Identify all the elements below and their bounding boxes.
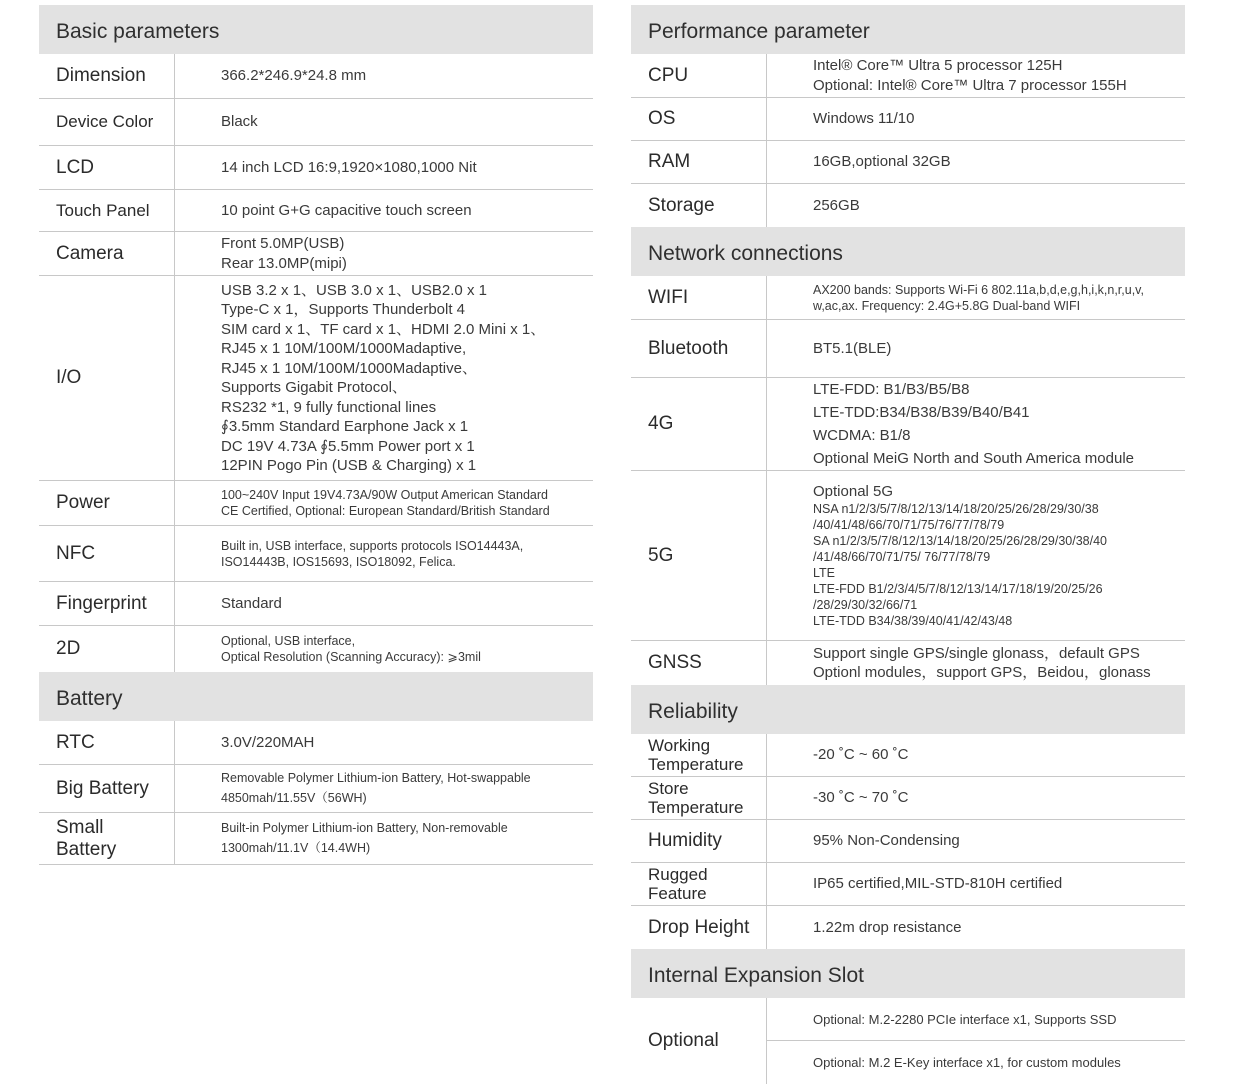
spec-value [175, 765, 593, 812]
spec-label [631, 734, 767, 776]
value-line: 12PIN Pogo Pin (USB & Charging) x 1 [221, 457, 477, 474]
spec-value: 14 inch LCD 16:9,1920×1080,1000 Nit [221, 158, 477, 176]
spec-row-nfc [39, 526, 593, 582]
spec-row-store-temperature [631, 777, 1185, 820]
value-line: Front 5.0MP(USB) [221, 235, 345, 253]
value-line: 1300mah/11.1V（14.4WH) [221, 840, 371, 855]
label-line: Working [648, 735, 711, 755]
spec-row-touch-panel [39, 190, 593, 232]
value-line: LTE-FDD B1/2/3/4/5/7/8/12/13/14/17/18/19/20/25/26 [813, 581, 1103, 596]
spec-value: -30 ˚C ~ 70 ˚C [813, 789, 909, 807]
value-line: Optical Resolution (Scanning Accuracy): ⩾3mil [221, 650, 481, 664]
spec-row-small-battery [39, 813, 593, 865]
spec-label: 5G [631, 471, 767, 640]
value-line: RS232 *1, 9 fully functional lines [221, 398, 437, 416]
spec-row-working-temperature [631, 734, 1185, 777]
spec-label: CPU [631, 54, 767, 97]
spec-value [767, 276, 1185, 319]
value-line: Optional: Intel® Core™ Ultra 7 processor 155H [813, 76, 1127, 94]
spec-row-fingerprint [39, 582, 593, 626]
spec-row-dimension [39, 54, 593, 99]
spec-row-gnss [631, 641, 1185, 685]
value-line: LTE-TDD:B34/B38/B39/B40/B41 [813, 403, 1030, 421]
spec-value [767, 998, 1185, 1084]
spec-value [175, 526, 593, 581]
value-line: Optionl modules，support GPS，Beidou，glonass [813, 664, 1151, 681]
value-line: USB 3.2 x 1、USB 3.0 x 1、USB2.0 x 1 [221, 281, 487, 299]
spec-label: Camera [39, 232, 175, 275]
spec-label: RTC [39, 721, 175, 764]
spec-value: 95% Non-Condensing [813, 832, 960, 850]
spec-value [767, 471, 1185, 640]
spec-label: Fingerprint [39, 582, 175, 625]
value-line: LTE [813, 565, 835, 580]
value-line: Intel® Core™ Ultra 5 processor 125H [813, 57, 1063, 75]
spec-row-drop-height [631, 906, 1185, 949]
spec-label [39, 813, 175, 864]
spec-value [767, 378, 1185, 470]
spec-row-io [39, 276, 593, 481]
spec-value: 256GB [813, 196, 860, 214]
spec-value: 10 point G+G capacitive touch screen [221, 201, 472, 219]
value-line: Optional MeiG North and South America module [813, 450, 1134, 468]
spec-row-optional [631, 998, 1185, 1084]
label-line: Battery [56, 838, 117, 860]
spec-row-wifi [631, 276, 1185, 320]
spec-label: Touch Panel [39, 190, 175, 231]
spec-row-lcd [39, 146, 593, 190]
spec-value: Windows 11/10 [813, 110, 915, 128]
value-line: NSA n1/2/3/5/7/8/12/13/14/18/20/25/26/28/29/30/38 [813, 501, 1099, 516]
spec-row-ram [631, 141, 1185, 184]
spec-value: -20 ˚C ~ 60 ˚C [813, 746, 909, 764]
section-title: Internal Expansion Slot [648, 964, 864, 987]
spec-value [767, 54, 1185, 97]
spec-row-rtc [39, 721, 593, 765]
spec-label: Humidity [631, 820, 767, 862]
value-line: RJ45 x 1 10M/100M/1000Madaptive, [221, 340, 467, 357]
spec-label: RAM [631, 141, 767, 183]
value-line: /40/41/48/66/70/71/75/76/77/78/79 [813, 517, 1005, 532]
value-line: Support single GPS/single glonass，default GPS [813, 644, 1140, 662]
spec-row-humidity [631, 820, 1185, 863]
spec-value: 16GB,optional 32GB [813, 153, 951, 171]
label-line: Rugged [648, 864, 708, 884]
spec-value [175, 232, 593, 275]
spec-value [175, 813, 593, 864]
spec-row-camera [39, 232, 593, 276]
section-header-network [631, 227, 1185, 276]
spec-value: Black [221, 113, 258, 131]
value-line: Optional, USB interface, [221, 634, 356, 648]
value-line: Optional: M.2 E-Key interface x1, for custom modules [813, 1055, 1121, 1070]
spec-label: I/O [39, 276, 175, 480]
value-line: 4850mah/11.55V（56WH) [221, 790, 367, 805]
spec-row-4g [631, 378, 1185, 471]
spec-label [631, 777, 767, 819]
spec-label: LCD [39, 146, 175, 189]
spec-value: BT5.1(BLE) [813, 339, 892, 357]
value-line: LTE-FDD: B1/B3/B5/B8 [813, 380, 970, 398]
spec-value: 366.2*246.9*24.8 mm [221, 67, 367, 85]
spec-value [175, 276, 593, 480]
spec-label: WIFI [631, 276, 767, 319]
spec-row-storage [631, 184, 1185, 227]
value-line: /41/48/66/70/71/75/ 76/77/78/79 [813, 549, 991, 564]
spec-row-5g [631, 471, 1185, 641]
value-line: AX200 bands: Supports Wi-Fi 6 802.11a,b,d,e,g,h,i,k,n,r,u,v, [813, 282, 1144, 297]
value-line: 100~240V Input 19V4.73A/90W Output American Standard [221, 488, 548, 502]
label-line: Temperature [648, 755, 744, 774]
value-line: Type-C x 1，Supports Thunderbolt 4 [221, 301, 466, 318]
spec-label: Device Color [39, 99, 175, 145]
section-title: Network connections [648, 242, 843, 265]
value-line: /28/29/30/32/66/71 [813, 597, 918, 612]
spec-value [767, 641, 1185, 685]
basic-parameters-column [39, 5, 593, 865]
spec-label: 4G [631, 378, 767, 470]
performance-column [631, 5, 1185, 1084]
label-line: Feature [648, 884, 707, 903]
section-header-basic [39, 5, 593, 54]
spec-label: Storage [631, 184, 767, 227]
spec-label [631, 863, 767, 905]
spec-label: Big Battery [39, 765, 175, 812]
section-title: Performance parameter [648, 20, 870, 43]
section-header-expansion [631, 949, 1185, 998]
section-title: Battery [56, 687, 123, 710]
spec-value: Standard [221, 594, 282, 612]
value-line: SIM card x 1、TF card x 1、HDMI 2.0 Mini x 1、 [221, 320, 546, 338]
value-line: Optional: M.2-2280 PCIe interface x1, Supports SSD [767, 998, 1185, 1041]
label-line: Small [56, 817, 104, 839]
spec-label: OS [631, 98, 767, 140]
spec-label: NFC [39, 526, 175, 581]
value-line: Rear 13.0MP(mipi) [221, 254, 347, 272]
value-line: SA n1/2/3/5/7/8/12/13/14/18/20/25/26/28/29/30/38/40 [813, 533, 1108, 548]
value-line: LTE-TDD B34/38/39/40/41/42/43/48 [813, 613, 1013, 628]
value-line: ∮3.5mm Standard Earphone Jack x 1 [221, 418, 469, 435]
spec-row-rugged-feature [631, 863, 1185, 906]
value-line: DC 19V 4.73A ∮5.5mm Power port x 1 [221, 437, 475, 455]
spec-label: 2D [39, 626, 175, 672]
spec-value: 3.0V/220MAH [221, 733, 315, 751]
spec-row-bluetooth [631, 320, 1185, 378]
spec-row-os [631, 98, 1185, 141]
section-header-reliability [631, 685, 1185, 734]
label-line: Store [648, 778, 689, 798]
value-line: ISO14443B, IOS15693, ISO18092, Felica. [221, 554, 456, 569]
spec-value: IP65 certified,MIL-STD-810H certified [813, 875, 1063, 893]
spec-row-power [39, 481, 593, 526]
spec-value [175, 626, 593, 672]
spec-row-cpu [631, 54, 1185, 98]
spec-label: GNSS [631, 641, 767, 685]
spec-label: Dimension [39, 54, 175, 98]
value-line: RJ45 x 1 10M/100M/1000Madaptive、 [221, 359, 477, 377]
section-header-performance [631, 5, 1185, 54]
spec-label: Power [39, 481, 175, 525]
spec-label: Drop Height [631, 906, 767, 949]
value-line: WCDMA: B1/8 [813, 427, 911, 444]
spec-value: 1.22m drop resistance [813, 918, 962, 936]
value-line: Supports Gigabit Protocol、 [221, 379, 407, 396]
section-title: Reliability [648, 700, 738, 723]
spec-row-device-color [39, 99, 593, 146]
spec-row-big-battery [39, 765, 593, 813]
spec-label: Bluetooth [631, 320, 767, 377]
spec-row-2d [39, 626, 593, 672]
spec-label: Optional [631, 998, 767, 1084]
value-line: Built in, USB interface, supports protocols ISO14443A, [221, 538, 524, 553]
value-line: CE Certified, Optional: European Standard/British Standard [221, 504, 550, 518]
value-line: Removable Polymer Lithium-ion Battery, Hot-swappable [221, 771, 531, 786]
value-line: w,ac,ax. Frequency: 2.4G+5.8G Dual-band WIFI [813, 298, 1081, 313]
spec-value [175, 481, 593, 525]
value-line: Built-in Polymer Lithium-ion Battery, Non-removable [221, 821, 508, 836]
section-title: Basic parameters [56, 20, 220, 43]
label-line: Temperature [648, 798, 744, 817]
value-line: Optional 5G [813, 482, 894, 500]
section-header-battery [39, 672, 593, 721]
